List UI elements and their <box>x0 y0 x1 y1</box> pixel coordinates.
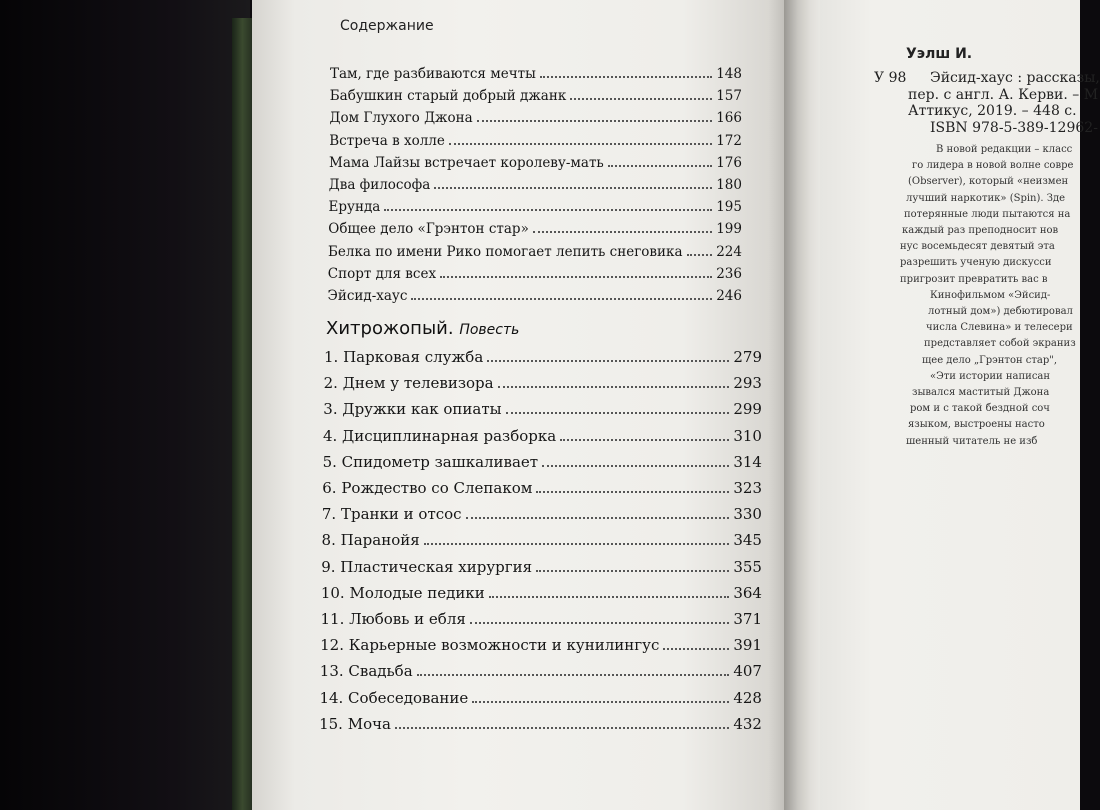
toc-entry-title: 3. Дружки как опиаты <box>323 400 502 419</box>
toc-entry-title: 13. Свадьба <box>319 662 413 681</box>
toc-entry-title: 9. Пластическая хирургия <box>321 557 533 576</box>
toc-header: Содержание <box>340 18 434 34</box>
toc-entry-page: 364 <box>733 583 762 602</box>
toc-entry-title: 15. Моча <box>319 714 391 733</box>
toc-entry-page: 180 <box>716 177 742 193</box>
annotation-line: щее дело „Грэнтон стар", <box>922 354 1058 366</box>
toc-leader-dots <box>472 701 729 703</box>
toc-leader-dots <box>540 76 712 78</box>
annotation-line: «Эти истории написан <box>930 370 1051 382</box>
book-gutter <box>784 0 824 810</box>
toc-entry <box>319 715 762 733</box>
toc-leader-dots <box>449 143 712 145</box>
annotation-line: нус восемьдесят девятый эта <box>900 241 1055 253</box>
toc-entry-page: 293 <box>733 374 762 393</box>
toc-entry <box>319 689 762 707</box>
toc-entry-page: 432 <box>733 714 762 733</box>
toc-leader-dots <box>542 465 729 467</box>
toc-entry <box>328 244 742 260</box>
annotation-line: пригрозит превратить вас в <box>900 273 1048 285</box>
annotation-line: шенный читатель не изб <box>906 435 1038 447</box>
toc-entry-page: 355 <box>733 557 762 576</box>
annotation-line: го лидера в новой волне совре <box>912 160 1074 172</box>
toc-entry-page: 236 <box>716 265 742 282</box>
toc-entry <box>328 288 743 304</box>
toc-entry <box>323 400 762 418</box>
toc-entry-title: 6. Рождество со Слепаком <box>322 479 533 497</box>
section-2-title <box>326 318 519 339</box>
background-dark <box>0 0 250 810</box>
toc-leader-dots <box>489 596 730 598</box>
toc-entry <box>329 177 742 193</box>
toc-leader-dots <box>533 231 712 233</box>
annotation-line: числа Слевина» и телесери <box>926 322 1073 334</box>
annotation-line: В новой редакции – класс <box>936 144 1073 155</box>
toc-entry <box>328 221 742 237</box>
annotation-line: языком, выстроены насто <box>908 419 1045 431</box>
toc-leader-dots <box>536 570 729 572</box>
catalog-line: Аттикус, 2019. – 448 с. <box>908 103 1077 119</box>
catalog-line: пер. с англ. А. Керви. – М <box>908 86 1099 103</box>
toc-leader-dots <box>506 412 730 414</box>
toc-entry-page: 299 <box>733 400 762 419</box>
toc-entry-title: Спорт для всех <box>327 265 437 282</box>
section-2-subtitle: Повесть <box>459 322 520 338</box>
toc-entry <box>322 479 762 497</box>
toc-entry-title: Встреча в холле <box>329 132 445 149</box>
toc-entry-title: 7. Транки и отсос <box>321 505 462 524</box>
toc-entry-page: 195 <box>716 199 742 216</box>
toc-entry-page: 157 <box>716 88 742 105</box>
toc-entry-title: Дом Глухого Джона <box>329 110 473 127</box>
toc-entry-page: 224 <box>716 243 742 260</box>
toc-entry-page: 407 <box>733 662 762 681</box>
toc-entry <box>330 110 743 126</box>
toc-leader-dots <box>498 386 730 388</box>
toc-leader-dots <box>608 165 712 167</box>
toc-leader-dots <box>417 674 730 676</box>
annotation-line: (Observer), который «неизмен <box>908 176 1069 188</box>
toc-entry-title: 1. Парковая служба <box>324 348 484 366</box>
annotation-line: потерянные люди пытаются на <box>904 208 1071 220</box>
toc-entry-title: Эйсид-хаус <box>327 288 408 304</box>
annotation-line: зывался маститый Джона <box>912 387 1050 398</box>
annotation-line: лотный дом») дебютировал <box>928 306 1073 317</box>
toc-entry-page: 310 <box>733 426 762 445</box>
toc-entry-page: 166 <box>716 110 742 127</box>
toc-entry-title: 11. Любовь и ебля <box>320 610 466 628</box>
toc-entry-page: 323 <box>733 479 762 497</box>
toc-entry-title: 5. Спидометр зашкаливает <box>322 452 539 471</box>
toc-leader-dots <box>570 98 712 100</box>
toc-entry <box>320 636 762 654</box>
toc-entry-title: Там, где разбиваются мечты <box>330 66 536 82</box>
toc-entry-page: 371 <box>733 610 762 628</box>
toc-entry-page: 345 <box>733 531 762 550</box>
toc-entry-page: 330 <box>733 505 762 524</box>
toc-entry <box>321 610 763 628</box>
toc-leader-dots <box>487 360 729 362</box>
toc-entry-page: 246 <box>716 288 742 304</box>
toc-entry-title: 4. Дисциплинарная разборка <box>322 426 557 445</box>
toc-entry-page: 172 <box>716 132 742 149</box>
annotation-line: каждый раз преподносит нов <box>902 225 1059 236</box>
toc-entry-title: Ерунда <box>328 199 381 216</box>
annotation-line: Кинофильмом «Эйсид- <box>930 289 1051 301</box>
toc-entry-title: Мама Лайзы встречает королеву-мать <box>329 154 604 171</box>
toc-leader-dots <box>384 209 712 211</box>
toc-entry-page: 391 <box>733 636 762 655</box>
toc-leader-dots <box>536 491 729 493</box>
toc-leader-dots <box>411 298 712 300</box>
toc-leader-dots <box>424 543 730 545</box>
toc-entry <box>320 662 762 680</box>
toc-entry <box>323 453 762 471</box>
toc-leader-dots <box>663 648 729 650</box>
toc-leader-dots <box>434 187 712 189</box>
toc-entry-title: 2. Днем у телевизора <box>323 374 494 393</box>
toc-entry-title: 8. Паранойя <box>321 531 420 550</box>
toc-leader-dots <box>560 439 729 441</box>
toc-entry <box>329 199 743 215</box>
toc-entry-page: 199 <box>716 221 742 238</box>
toc-entry <box>322 505 762 523</box>
toc-leader-dots <box>440 276 712 278</box>
toc-entry-title: 14. Собеседование <box>319 688 469 707</box>
toc-entry <box>323 427 762 445</box>
toc-leader-dots <box>687 254 713 256</box>
catalog-author: Уэлш И. <box>906 46 973 62</box>
toc-entry <box>324 348 762 366</box>
toc-entry <box>329 133 742 149</box>
toc-entry-title: Белка по имени Рико помогает лепить снеговика <box>328 243 683 260</box>
toc-entry-title: Бабушкин старый добрый джанк <box>329 88 567 105</box>
toc-entry-title: Два философа <box>328 177 431 193</box>
toc-entry <box>321 558 762 576</box>
toc-entry <box>328 266 742 282</box>
section-2-title-text: Хитрожопый. <box>326 318 454 339</box>
toc-entry <box>321 584 762 602</box>
toc-leader-dots <box>470 622 730 624</box>
annotation-line: ром и с такой бездной соч <box>910 403 1050 415</box>
toc-entry-page: 148 <box>716 66 742 82</box>
toc-entry-page: 314 <box>733 452 762 471</box>
toc-entry-title: 12. Карьерные возможности и кунилингус <box>320 636 660 655</box>
annotation-line: лучший наркотик» (Spin). Зде <box>906 192 1066 204</box>
annotation-line: представляет собой экраниз <box>924 338 1076 350</box>
toc-entry-title: 10. Молодые педики <box>320 583 485 602</box>
toc-entry <box>330 66 742 82</box>
catalog-line: ISBN 978-5-389-12962- <box>930 119 1098 136</box>
toc-leader-dots <box>466 517 730 519</box>
catalog-code: У 98 <box>874 70 907 86</box>
toc-entry-page: 428 <box>733 688 762 707</box>
toc-leader-dots <box>477 120 713 122</box>
toc-leader-dots <box>395 727 729 729</box>
toc-entry-page: 176 <box>716 154 742 171</box>
toc-entry <box>322 531 762 549</box>
toc-entry-page: 279 <box>733 348 762 366</box>
toc-entry <box>324 374 762 392</box>
annotation-line: разрешить ученую дискусси <box>900 257 1052 269</box>
catalog-line: Эйсид-хаус : рассказы, <box>930 70 1100 86</box>
toc-entry <box>330 88 742 104</box>
toc-entry <box>329 155 742 171</box>
toc-entry-title: Общее дело «Грэнтон стар» <box>328 221 529 238</box>
